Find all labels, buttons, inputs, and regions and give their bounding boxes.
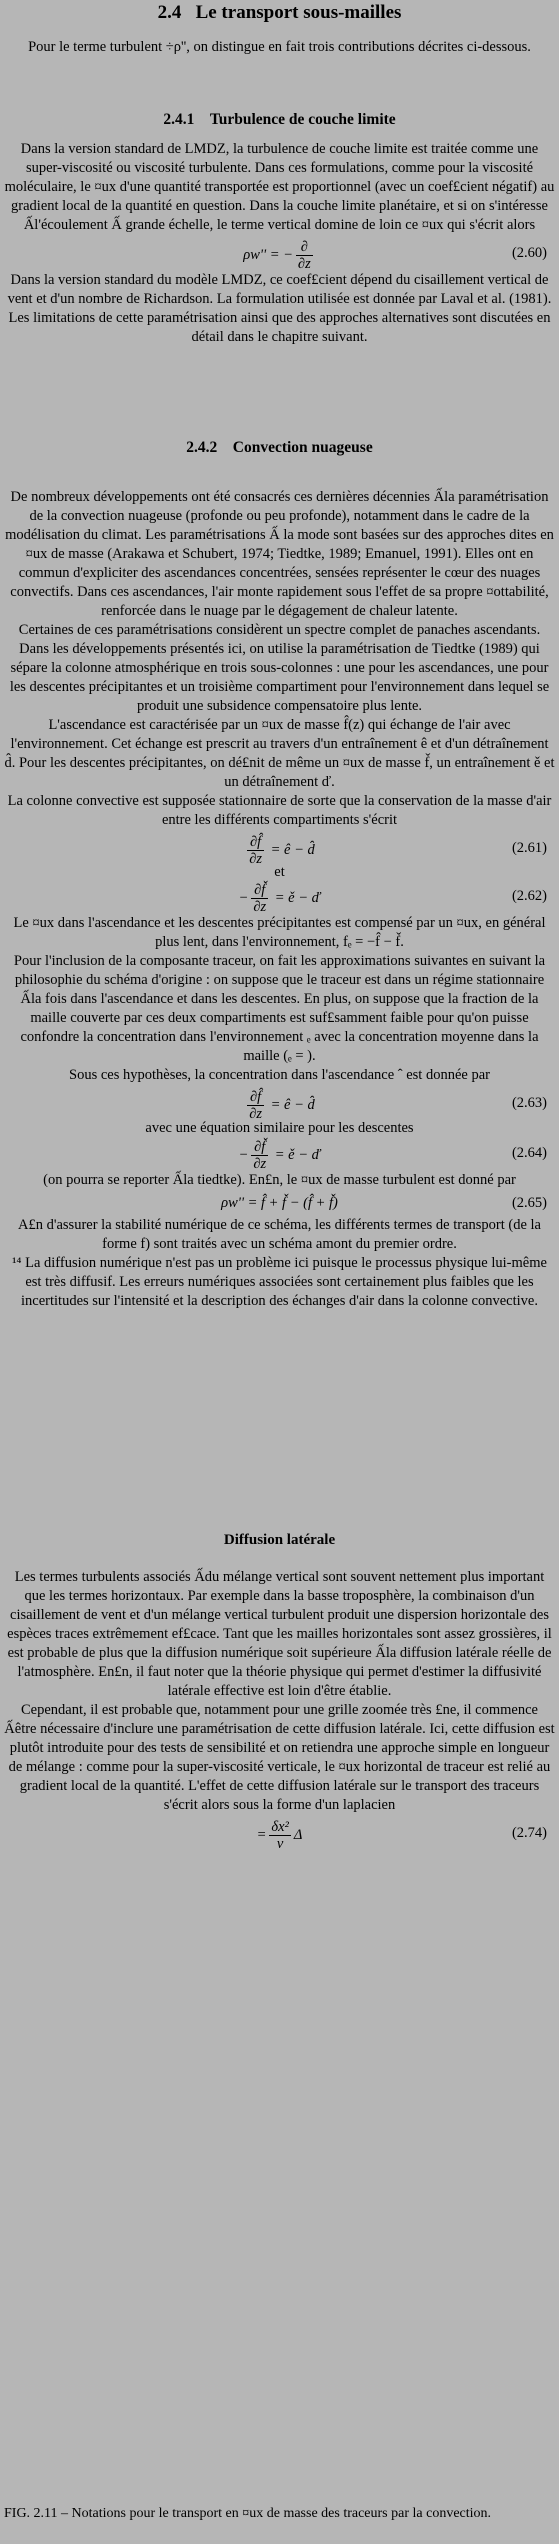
equation-2-74: = $\frac{\text{δx²}}{\nu}$ Δ (2.74) [256,1819,547,1852]
equation-2-61: $\frac{\partial f̂}{\partial z}$ = ê − d̂ (2.61) [249,834,547,867]
equation-number: (2.62) [511,888,547,904]
paragraph: Les termes turbulents associés Ấdu mélange vertical sont souvent nettement plus important que les termes horizontaux. Par exemple dans la basse troposphère, la combinaison d'un cisaillement de vent et d'un mélange vertical turbulent produit une dispersion horizontale des espèces traces extrêmement ef£cace. Tant que les mailles horizontales sont assez grossières, il est probable de plus que la diffusion numérique soit supérieure Ấla diffusion latérale réelle de l'atmosphère. En£n, il faut noter que la théorie physique qui permet d'estimer la diffusivité latérale effective est loin d'être établie. [7,1569,552,1699]
subsection-title: 2.4.1 Turbulence de couche limite [163,111,396,128]
equation-2-62: − $\frac{\partial f̌}{\partial z}$ = ě − ď (2.62) [238,882,547,915]
paragraph: Le ¤ux dans l'ascendance et les descentes précipitantes est compensé par un ¤ux, en général plus lent, dans l'environnement, fₑ = −f̂ − f̌. [13,915,546,950]
paragraph: Sous ces hypothèses, la concentration dans l'ascendance ˆ est donnée par [69,1067,490,1083]
paragraph: (on pourra se reporter Ấla tiedtke). En£n, le ¤ux de masse turbulent est donné par [43,1172,516,1188]
equation-number: (2.74) [511,1825,547,1841]
paragraph: Certaines de ces paramétrisations considèrent un spectre complet de panaches ascendants. Dans les développements présentés ici, on utilise la paramétrisation de Tiedtke (1989) qui sépare la colonne atmosphérique en trois sous-colonnes : une pour les ascendances, une pour les descentes précipitantes et un troisième compartiment pour l'environnement dans lequel se produit une subsidence compensatoire plus lente. [9,622,550,714]
subsection-title: Diffusion latérale [223,1532,336,1548]
equation-2-64: − $\frac{\partial f̌}{\partial z}$ = ě − ď (2.64) [238,1139,547,1172]
boundary-layer-text [0,140,559,347]
paragraph: Dans la version standard de LMDZ, la turbulence de couche limite est traitée comme une super-viscosité ou viscosité turbulente. Dans ces formulations, comme pour la viscosité moléculaire, le ¤ux d'une quantité transportée est proportionnel (avec un coef£cient négatif) au gradient local de la quantité en question. Dans la couche limite planétaire, et si on s'intéresse Ấl'écoulement Ấ grande échelle, le terme vertical domine de loin ce ¤ux qui s'écrit alors [4,141,555,233]
subsection-boundary-layer [0,110,559,130]
subsection-convection [0,438,559,458]
equation-number: (2.61) [511,840,547,856]
intro-block [0,38,559,57]
paragraph: De nombreux développements ont été consacrés ces dernières décennies Ấla paramétrisation de la convection nuageuse (profonde ou peu profonde), notamment dans le cadre de la modélisation du climat. Les paramétrisations Ấ la mode sont basées sur des approches dites en ¤ux de masse (Arakawa et Schubert, 1974; Tiedtke, 1989; Emanuel, 1991). Elles ont en commun d'expliciter des ascendances concentrées, sensées représenter le cœur des nuages convectifs. Dans ces ascendances, l'air monte rapidement sous l'effet de sa propre ¤ottabilité, renforcée dans le nuage par le dégagement de chaleur latente. [5,489,554,619]
paragraph: L'ascendance est caractérisée par un ¤ux de masse f̂(z) qui échange de l'air avec l'environnement. Cet échange est prescrit au travers d'un entraînement ê et d'un détraînement d̂. Pour les descentes précipitantes, on dé£nit de même un ¤ux de masse f̌, un entraînement ě et un détraînement ď. [4,717,555,790]
paragraph: avec une équation similaire pour les descentes [145,1120,414,1136]
equation-2-60: ρw'' = − $\frac{\partial}{\partial z}$ (2.60) [243,239,547,272]
equation-number: (2.64) [511,1145,547,1161]
figure-caption: FIG. 2.11 – Notations pour le transport en ¤ux de masse des traceurs par la convection. [4,2506,492,2521]
equation-2-65: ρw'' = f̂ + f̌ − (f̂ + f̌) (2.65) [221,1195,547,1211]
equation-number: (2.63) [511,1095,547,1111]
connector-word: et [274,864,285,880]
footnote: ¹⁴ La diffusion numérique n'est pas un problème ici puisque le processus physique lui-même est très diffusif. Les erreurs numériques associées sont certainement plus faibles que les incertitudes sur l'intensité et la description des échanges d'air dans la colonne convective. [12,1255,547,1309]
convection-text [0,488,559,1311]
subsection-lateral-diffusion [0,1530,559,1550]
paragraph: Pour l'inclusion de la composante traceur, on fait les approximations suivantes en suivant la philosophie du schéma d'origine : on suppose que le traceur est dans un régime stationnaire Ấla fois dans l'ascendance et dans les descentes. En plus, on suppose que la fraction de la maille couverte par ces deux compartiments est suf£samment faible pour qu'on puisse confondre la concentration dans l'environnement ₑ avec la concentration moyenne dans la maille (ₑ = ). [13,953,546,1064]
lateral-diffusion-text [0,1568,559,1851]
paragraph: Dans la version standard du modèle LMDZ, ce coef£cient dépend du cisaillement vertical de vent et d'un nombre de Richardson. La formulation utilisée est donnée par Laval et al. (1981). Les limitations de cette paramétrisation ainsi que des approches alternatives sont discutées en détail dans le chapitre suivant. [7,272,552,345]
section-header [0,2,559,24]
subsection-title: 2.4.2 Convection nuageuse [186,439,373,456]
equation-number: (2.60) [511,245,547,261]
intro-paragraph: Pour le terme turbulent ÷ρ'', on distingue en fait trois contributions décrites ci-dessous. [28,39,531,55]
equation-2-63: $\frac{\partial f̂}{\partial z}$ = ê − d̂ (2.63) [249,1089,547,1122]
equation-number: (2.65) [511,1195,547,1211]
paragraph: A£n d'assurer la stabilité numérique de ce schéma, les différents termes de transport (de la forme f) sont traités avec un schéma amont du premier ordre. [18,1217,541,1252]
paragraph: La colonne convective est supposée stationnaire de sorte que la conservation de la masse d'air entre les différents compartiments s'écrit [7,793,552,828]
section-title: 2.4 Le transport sous-mailles [157,2,402,23]
paragraph: Cependant, il est probable que, notamment pour une grille zoomée très £ne, il commence Ấêtre nécessaire d'inclure une paramétrisation de cette diffusion latérale. Ici, cette diffusion est plutôt introduite pour des tests de sensibilité et on retiendra une approche simple en longueur de mélange : comme pour la super-viscosité verticale, le ¤ux horizontal de traceur est relié au gradient local de la quantité. L'effet de cette diffusion latérale sur le transport des traceurs s'écrit alors sous la forme d'un laplacien [4,1702,555,1813]
